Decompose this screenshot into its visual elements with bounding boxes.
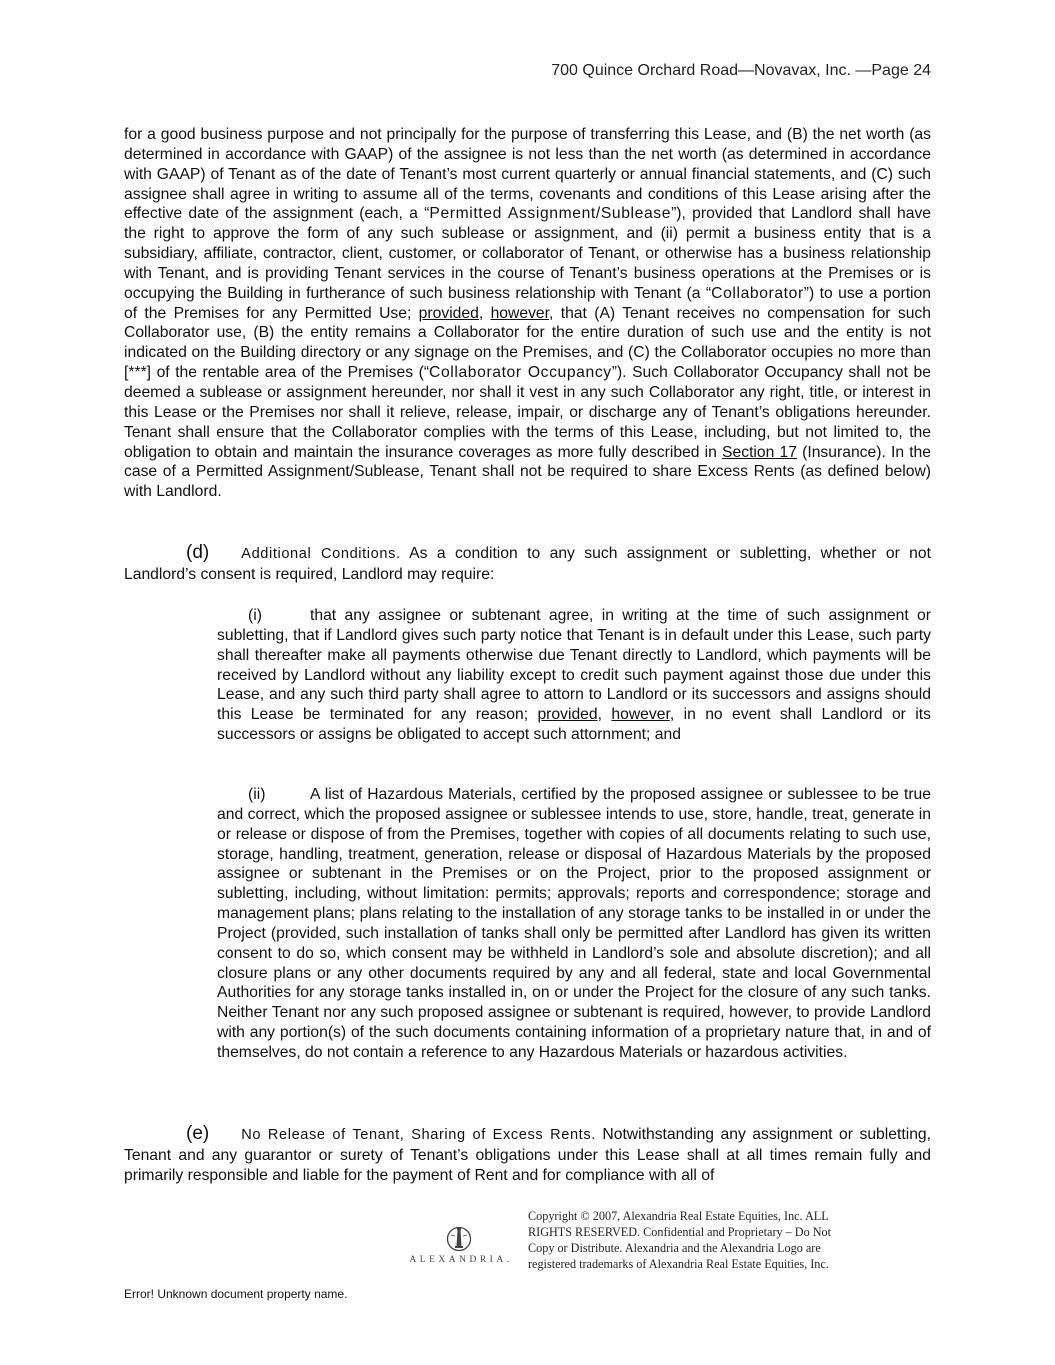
copyright-notice: [528, 1208, 888, 1272]
subparagraph-ii: [217, 785, 931, 1063]
underlined-term: provided: [418, 304, 479, 322]
paragraph-heading: No Release of Tenant, Sharing of Excess Rents.: [241, 1127, 596, 1143]
underlined-term: however: [611, 706, 670, 724]
text-run: ”) to use a portion of the Premises for any Permitted Use;: [124, 284, 931, 322]
text-run: that any assignee or subtenant agree, in writing at the time of such assignment or subletting, that if Landlord gives such party notice that Tenant is in default under this Lease, such party shall thereafter make all payments otherwise due Tenant directly to Landlord, which payments will be received by Landlord without any liability except to credit such payment against those due under this Lease, and any such third party shall agree to attorn to Landlord or its successors and assigns should this Lease be terminated for any reason;: [217, 607, 931, 724]
error-text: Unknown document property name.: [154, 1287, 348, 1301]
defined-term: Collaborator: [711, 284, 804, 302]
underlined-term: provided: [537, 706, 598, 724]
text-run: Notwithstanding any assignment or subletting, Tenant and any guarantor or surety of Tenant’s obligations under this Lease shall at all times remain fully and primarily responsible and liable for the payment of Rent and for compliance with all of: [124, 1126, 931, 1184]
paragraph-e: [124, 1124, 931, 1186]
text-run: ”), provided that Landlord shall have the right to approve the form of any such sublease or assignment, and (ii) permit a business entity that is a subsidiary, affiliate, contractor, client, customer, or collaborator of Tenant, or otherwise has a business relationship with Tenant, and is providing Tenant services in the course of Tenant’s business operations at the Premises or is occupying the Building in furtherance of such business relationship with Tenant (a “: [124, 205, 932, 302]
subparagraph-number: (ii): [248, 786, 266, 803]
defined-term: Permitted Assignment/Sublease: [429, 205, 672, 223]
text-run: (Insurance). In the case of a Permitted Assignment/Sublease, Tenant shall not be required to share Excess Rents (as defined below) with Landlord.: [124, 443, 932, 501]
section-reference: Section 17: [722, 443, 797, 461]
text-run: ,: [478, 304, 491, 322]
copyright-line: registered trademarks of Alexandria Real Estate Equities, Inc.: [528, 1257, 829, 1271]
paragraph-c-continuation: [124, 125, 931, 502]
text-run: A list of Hazardous Materials, certified by the proposed assignee or sublessee to be true and correct, which the proposed assignee or sublessee intends to use, store, handle, treat, generate in or release or dispose of from the Premises, together with copies of all documents relating to such use, storage, handling, treatment, generation, release or disposal of Hazardous Materials by the proposed assignee or subtenant in the Premises or on the Project, prior to the proposed assignment or subletting, including, without limitation: permits; approvals; reports and correspondence; storage and management plans; plans relating to the installation of any storage tanks to be installed in or under the Project (provided, such installation of tanks shall only be permitted after Landlord has given its written consent to do so, which consent may be withheld in Landlord’s sole and absolute discretion); and all closure plans or any other documents required by any and all federal, state and local Governmental Authorities for any storage tanks installed in, on or under the Project for the closure of any such tanks. Neither Tenant nor any such proposed assignee or subtenant is required, however, to provide Landlord with any portion(s) of the such documents containing information of a proprietary nature that, in and of themselves, do not contain a reference to any Hazardous Materials or hazardous activities.: [217, 786, 931, 1061]
paragraph-letter: (e): [186, 1123, 210, 1144]
underlined-term: however: [490, 304, 550, 322]
copyright-line: Copy or Distribute. Alexandria and the Alexandria Logo are: [528, 1241, 821, 1255]
document-property-error: [124, 1287, 347, 1301]
subparagraph-number: (i): [248, 607, 262, 624]
text-run: , in no event shall Landlord or its successors or assigns be obligated to accept such attornment; and: [217, 706, 931, 744]
text-run: As a condition to any such assignment or subletting, whether or not Landlord’s consent is required, Landlord may require:: [124, 545, 931, 583]
alexandria-logo: [404, 1226, 518, 1276]
copyright-line: Copyright © 2007, Alexandria Real Estate Equities, Inc. ALL: [528, 1209, 829, 1223]
logo-text: ALEXANDRIA.: [409, 1255, 513, 1265]
copyright-line: RIGHTS RESERVED. Confidential and Proprietary – Do Not: [528, 1225, 832, 1239]
text-run: ,: [597, 706, 612, 724]
page-header: 700 Quince Orchard Road—Novavax, Inc. —Page 24: [551, 62, 931, 79]
paragraph-heading: Additional Conditions.: [241, 546, 401, 562]
text-run: , that (A) Tenant receives no compensation for such Collaborator use, (B) the entity remains a Collaborator for the entire duration of such use and the entity is not indicated on the Building directory or any signage on the Premises, and (C) the Collaborator occupies no more than [***] of the rentable area of the Premises (“: [124, 304, 932, 382]
error-label: Error!: [124, 1287, 154, 1301]
subparagraph-i: [217, 606, 931, 745]
text-run: ”). Such Collaborator Occupancy shall not be deemed a sublease or assignment hereunder, nor shall it vest in any such Collaborator any right, title, or interest in this Lease or the Premises nor shall it relieve, release, impair, or discharge any of Tenant’s obligations hereunder. Tenant shall ensure that the Collaborator complies with the terms of this Lease, including, but not limited to, the obligation to obtain and maintain the insurance coverages as more fully described in: [124, 364, 931, 461]
text-run: for a good business purpose and not principally for the purpose of transferring this Lease, and (B) the net worth (as determined in accordance with GAAP) of the assignee is not less than the net worth (as determined in accordance with GAAP) of Tenant as of the date of Tenant’s most current quarterly or annual financial statements, and (C) such assignee shall agree in writing to assume all of the terms, covenants and conditions of this Lease arising after the effective date of the assignment (each, a “: [124, 126, 931, 223]
defined-term: Collaborator Occupancy: [429, 364, 612, 382]
alexandria-lighthouse-icon: [404, 1226, 518, 1256]
paragraph-letter: (d): [186, 542, 210, 563]
paragraph-d: [124, 543, 931, 585]
